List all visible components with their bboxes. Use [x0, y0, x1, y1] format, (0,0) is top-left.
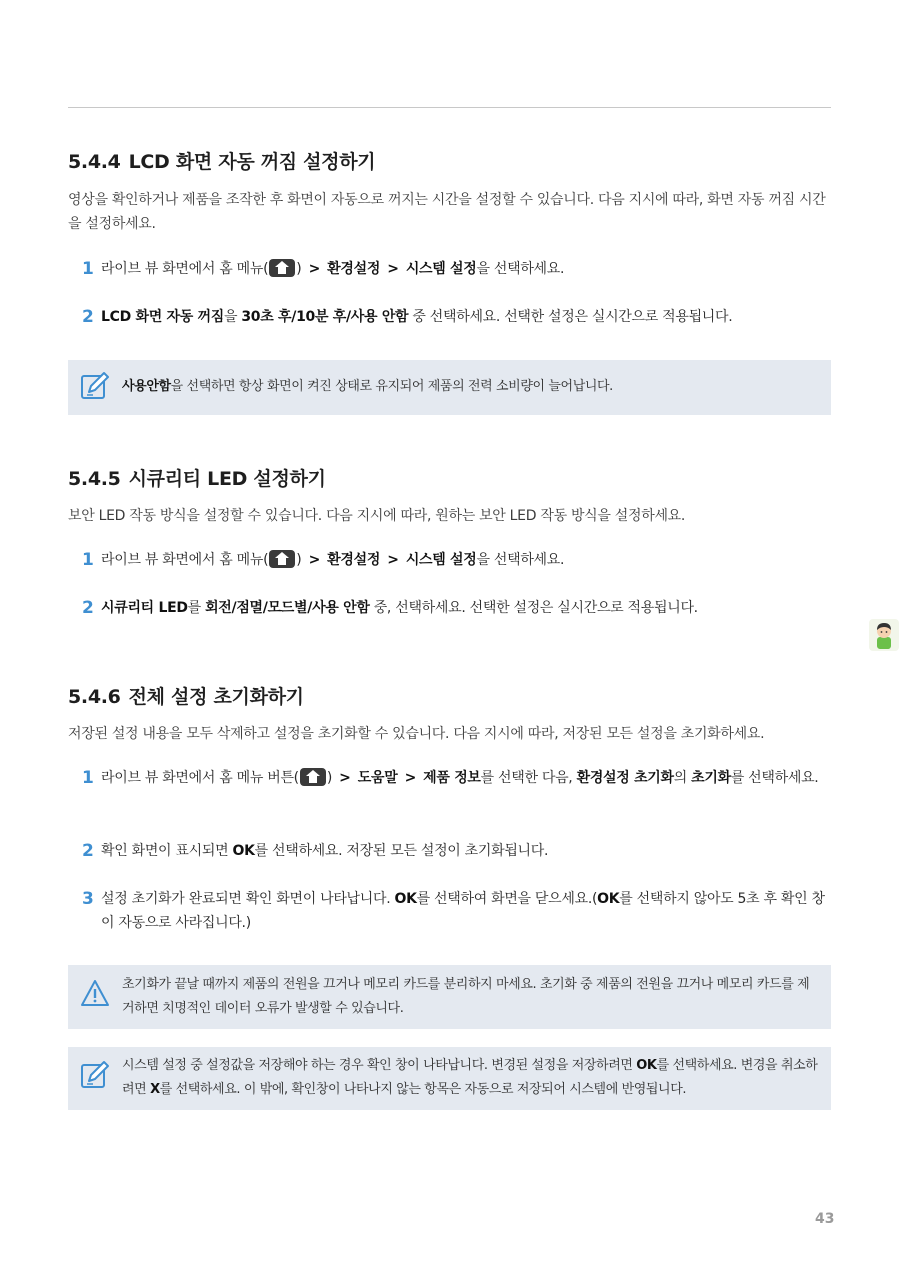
section-intro: 보안 LED 작동 방식을 설정할 수 있습니다. 다음 지시에 따라, 원하는 보안 LED 작동 방식을 설정하세요. [68, 508, 686, 524]
mascot-icon [869, 619, 899, 651]
header-rule [68, 107, 831, 108]
step-item: 2 시큐리티 LED를 회전/점멸/모드별/사용 안함 중, 선택하세요. 선택한 설정은 실시간으로 적용됩니다. [82, 598, 698, 618]
section-title-lcd-auto-off: 5.4.4 LCD 화면 자동 꺼짐 설정하기 [68, 151, 376, 173]
note-box: 사용안함을 선택하면 항상 화면이 켜진 상태로 유지되어 제품의 전력 소비량이 늘어납니다. [68, 360, 831, 415]
step-item: 3 설정 초기화가 완료되면 확인 화면이 나타납니다. OK를 선택하여 화면을 닫으세요.(OK를 선택하지 않아도 5초 후 확인 창이 자동으로 사라집니다.) [82, 889, 825, 931]
step-item: 2 확인 화면이 표시되면 OK를 선택하세요. 저장된 모든 설정이 초기화됩니다. [82, 841, 549, 861]
note-pencil-icon [80, 370, 110, 402]
note-pencil-icon [80, 1059, 110, 1091]
step-item: 1 라이브 뷰 화면에서 홈 메뉴 버튼( ) > 도움말 > 제품 정보를 선택한 다음, 환경설정 초기화의 초기화를 선택하세요. [82, 768, 819, 788]
step-item: 1 라이브 뷰 화면에서 홈 메뉴( ) > 환경설정 > 시스템 설정을 선택하세요. [82, 259, 565, 279]
note-box: 시스템 설정 중 설정값을 저장해야 하는 경우 확인 창이 나타납니다. 변경된 설정을 저장하려면 OK를 선택하세요. 변경을 취소하려면 X를 선택하세요. 이 밖에, 확인창이 나타나지 않는 항목은 자동으로 저장되어 시스템에 반영됩니다. [68, 1047, 831, 1110]
section-title-reset-all: 5.4.6 전체 설정 초기화하기 [68, 686, 304, 708]
section-intro: 저장된 설정 내용을 모두 삭제하고 설정을 초기화할 수 있습니다. 다음 지시에 따라, 저장된 모든 설정을 초기화하세요. [68, 726, 765, 742]
section-intro: 영상을 확인하거나 제품을 조작한 후 화면이 자동으로 꺼지는 시간을 설정할 수 있습니다. 다음 지시에 따라, 화면 자동 꺼짐 시간을 설정하세요. [68, 192, 826, 232]
step-item: 2 LCD 화면 자동 꺼짐을 30초 후/10분 후/사용 안함 중 선택하세요. 선택한 설정은 실시간으로 적용됩니다. [82, 307, 733, 327]
home-icon [300, 768, 326, 786]
home-icon [269, 550, 295, 568]
section-title-security-led: 5.4.5 시큐리티 LED 설정하기 [68, 468, 326, 490]
warning-icon [80, 978, 110, 1010]
home-icon [269, 259, 295, 277]
page-number: 43 [815, 1211, 835, 1227]
warning-box: 초기화가 끝날 때까지 제품의 전원을 끄거나 메모리 카드를 분리하지 마세요. 초기화 중 제품의 전원을 끄거나 메모리 카드를 제거하면 치명적인 데이터 오류가 발생할 수 있습니다. [68, 965, 831, 1029]
step-item: 1 라이브 뷰 화면에서 홈 메뉴( ) > 환경설정 > 시스템 설정을 선택하세요. [82, 550, 565, 570]
